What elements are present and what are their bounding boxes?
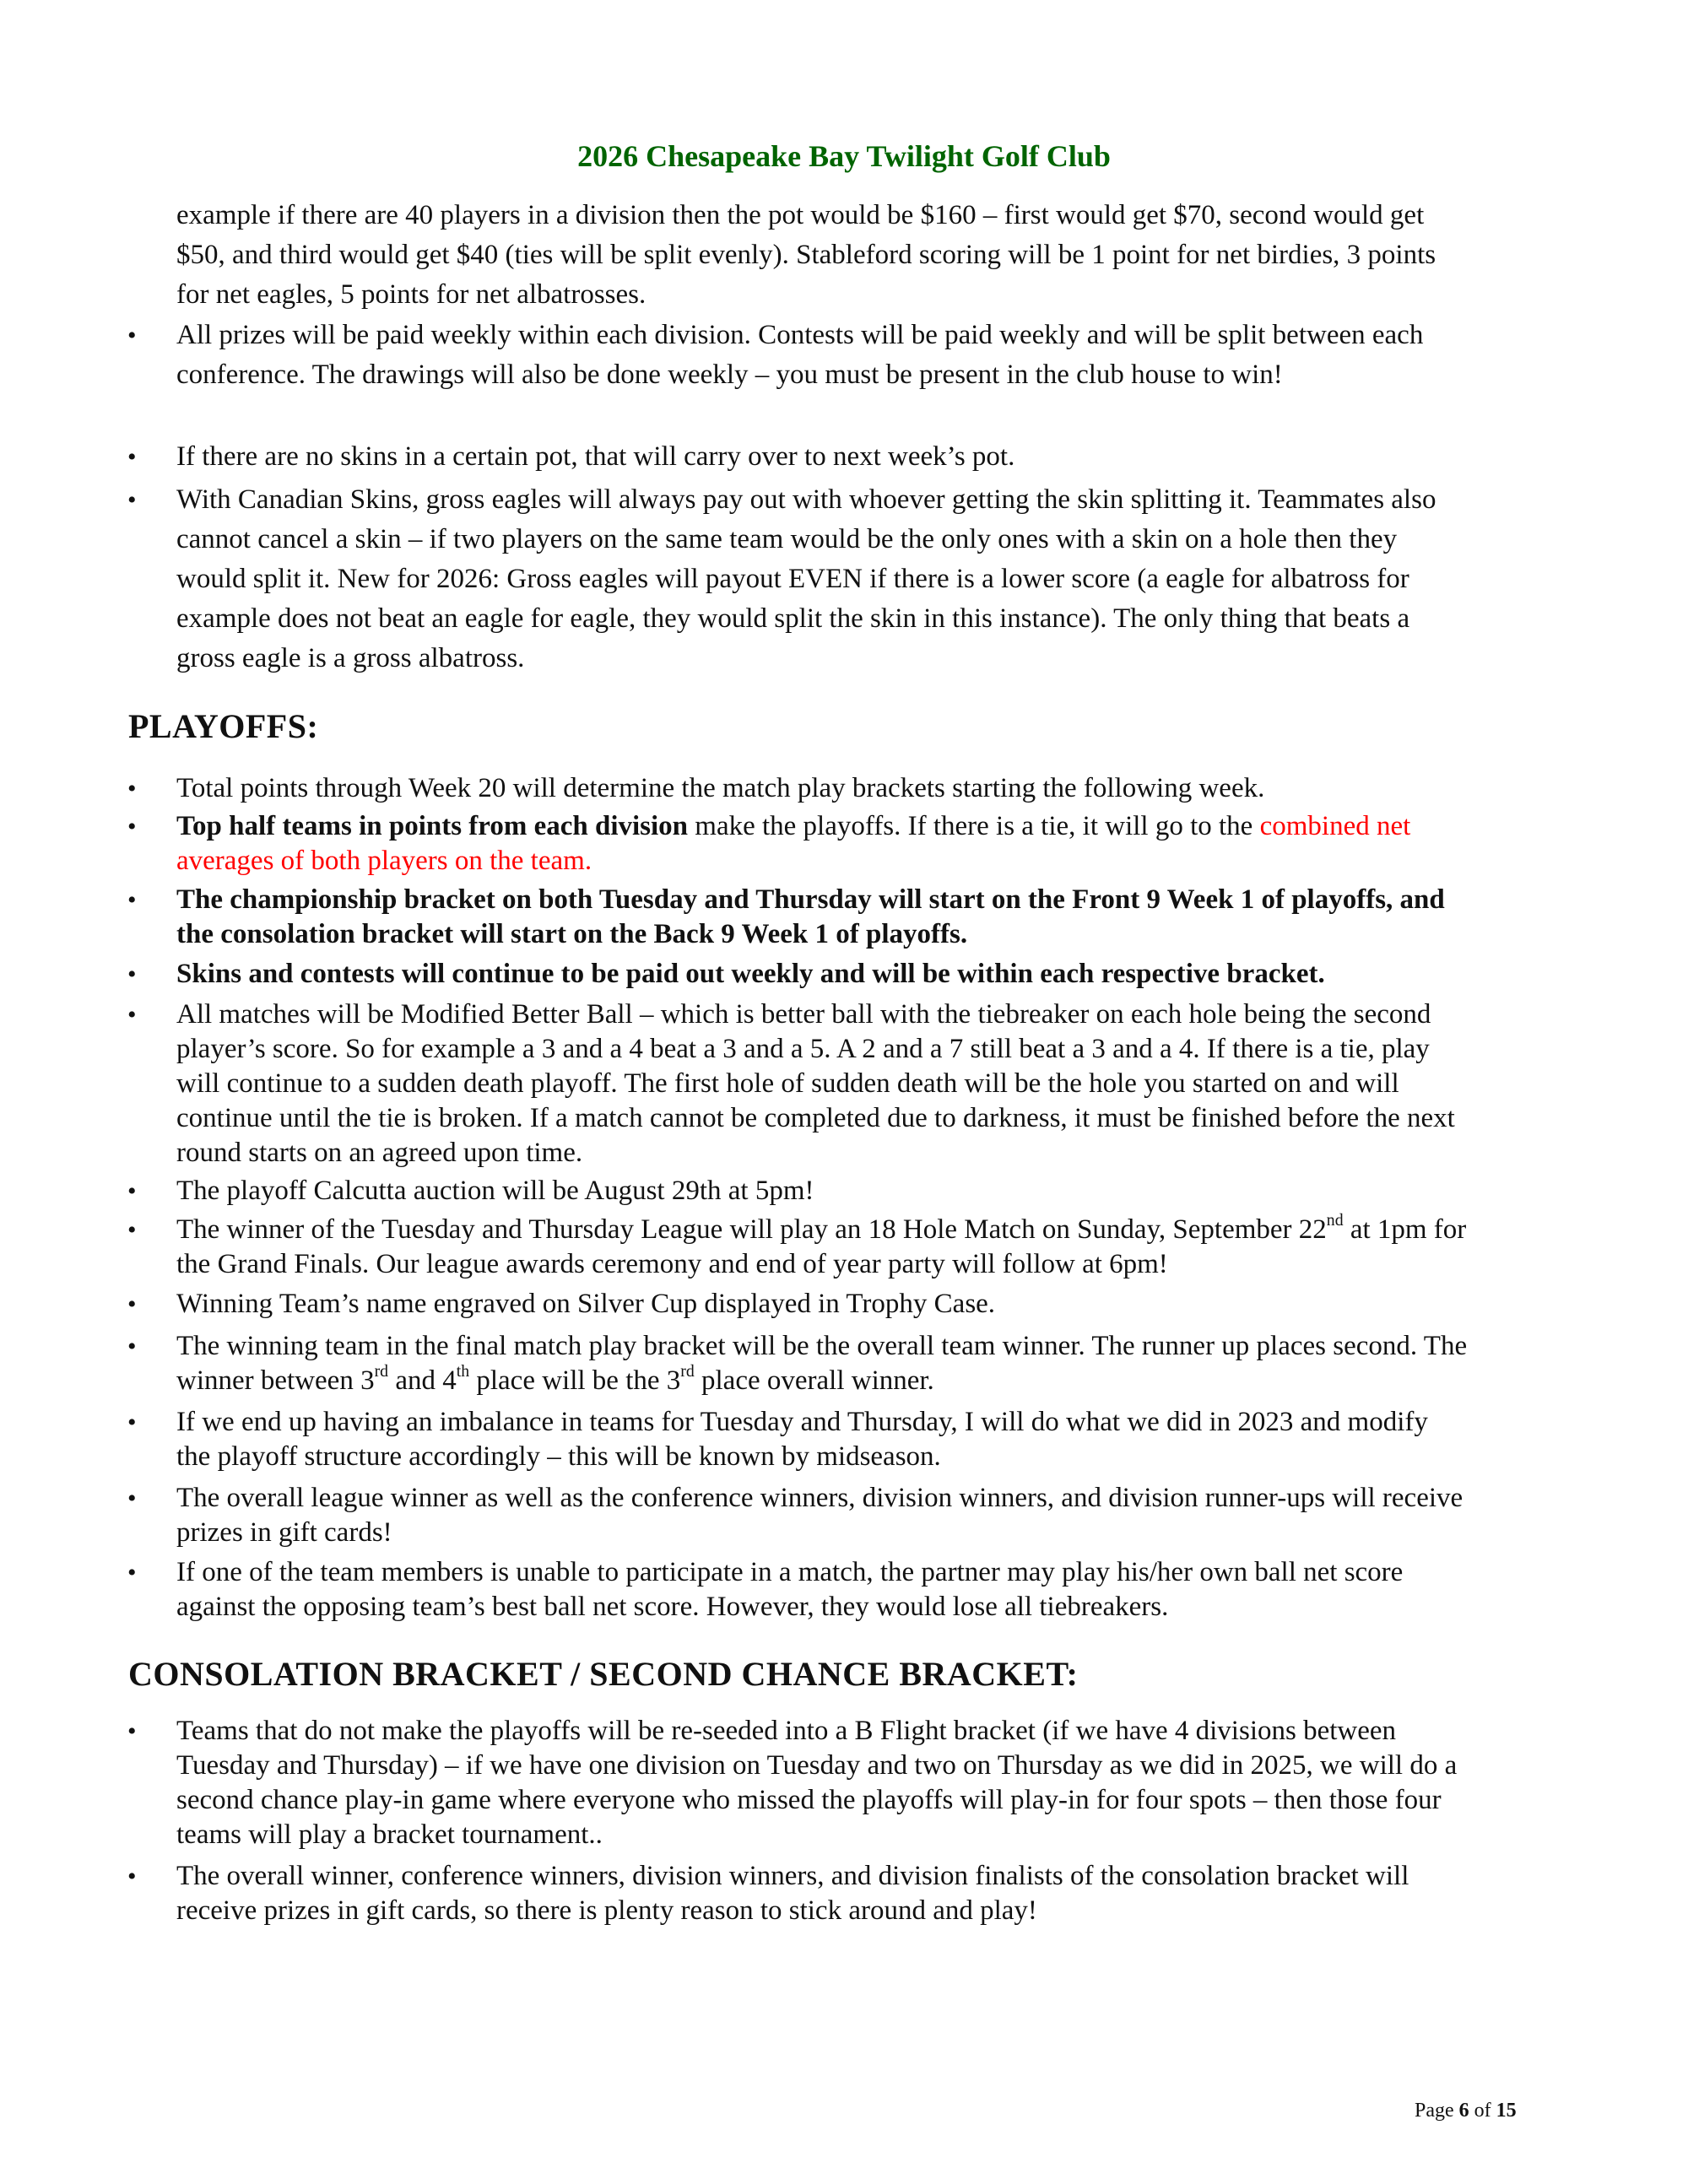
bullet-icon: •: [127, 1216, 137, 1244]
list-item: [127, 1714, 1468, 1852]
text-segment: With Canadian Skins, gross eagles will always pay out with whoever getting the skin splitting it. Teammates also cannot cancel a skin – if two players on the same team would be the only ones with a skin on a hole then they would split it. New for 2026: Gross eagles will payout EVEN if there is a lower score (a eagle for albatross for example does not beat an eagle for eagle, they would split the skin in this instance). The only thing that beats a gross eagle is a gross albatross.: [176, 484, 1436, 673]
list-item: [127, 1211, 1468, 1282]
list-item: [127, 771, 1468, 806]
highlighted-text: combined net averages of both players on the team.: [176, 811, 1411, 876]
list-item: [127, 480, 1468, 678]
text-segment: place overall winner.: [694, 1365, 934, 1396]
bullet-icon: •: [127, 1408, 137, 1436]
page-of: of: [1474, 2100, 1491, 2122]
bullet-icon: •: [127, 322, 137, 349]
list-item: [127, 1859, 1468, 1928]
bold-text: Top half teams in points from each division: [176, 811, 689, 841]
list-item: [127, 1174, 1468, 1208]
section-heading-playoffs: PLAYOFFS:: [128, 707, 319, 745]
page-current: 6: [1458, 2100, 1469, 2122]
text-segment: All matches will be Modified Better Ball – which is better ball with the tiebreaker on each hole being the second player’s score. So for example a 3 and a 4 beat a 3 and a 5. A 2 and a 7 still beat a 3 and a 4. If there is a tie, play will continue to a sudden death playoff. The first hole of sudden death will be the hole you started on and will continue until the tie is broken. If a match cannot be completed due to darkness, it must be finished before the next round starts on an agreed upon time.: [176, 999, 1455, 1168]
list-item: [127, 883, 1468, 952]
ordinal-suffix: rd: [680, 1362, 695, 1381]
section-heading-consolation: CONSOLATION BRACKET / SECOND CHANCE BRACKET:: [128, 1655, 1079, 1693]
text-segment: make the playoffs. If there is a tie, it will go to the: [688, 811, 1260, 841]
bullet-icon: •: [127, 1717, 137, 1745]
bullet-icon: •: [127, 486, 137, 514]
text-segment: The overall league winner as well as the conference winners, division winners, and division runner-ups will receive prizes in gift cards!: [176, 1483, 1463, 1548]
list-item: [127, 809, 1468, 878]
list-item: [127, 437, 1468, 477]
text-segment: at 1pm for the Grand Finals. Our league awards ceremony and end of year party will follow at 6pm!: [176, 1214, 1467, 1279]
bullet-icon: •: [127, 886, 137, 914]
bullet-icon: •: [127, 1001, 137, 1029]
text-segment: and 4: [388, 1365, 457, 1396]
text-segment: example if there are 40 players in a division then the pot would be $160 – first would get $70, second would get $50, and third would get $40 (ties will be split evenly). Stableford scoring will be 1 point for net birdies, 3 points for net eagles, 5 points for net albatrosses.: [176, 200, 1436, 310]
page-label: Page: [1415, 2100, 1454, 2122]
list-item: [127, 1405, 1468, 1474]
bullet-icon: •: [127, 1862, 137, 1890]
bullet-icon: •: [127, 813, 137, 841]
bullet-icon: •: [127, 1484, 137, 1512]
list-item: [127, 1481, 1468, 1550]
bullet-icon: •: [127, 443, 137, 471]
list-item: [127, 316, 1468, 395]
list-item: [127, 997, 1468, 1170]
bullet-icon: •: [127, 1177, 137, 1205]
bullet-icon: •: [127, 1290, 137, 1318]
text-segment: If one of the team members is unable to participate in a match, the partner may play his/her own ball net score against the opposing team’s best ball net score. However, they would lose all tiebreakers.: [176, 1557, 1404, 1622]
text-segment: The winning team in the final match play bracket will be the overall team winner. The runner up places second. The winner between 3: [176, 1331, 1468, 1396]
text-segment: Total points through Week 20 will determine the match play brackets starting the following week.: [176, 773, 1265, 803]
text-segment: All prizes will be paid weekly within each division. Contests will be paid weekly and will be split between each conference. The drawings will also be done weekly – you must be present in the club house to win!: [176, 320, 1424, 390]
list-item: [127, 957, 1468, 992]
list-item: [127, 1555, 1468, 1624]
text-segment: place will be the 3: [469, 1365, 681, 1396]
intro-continuation: [176, 196, 1468, 315]
page-total: 15: [1496, 2100, 1517, 2122]
text-segment: If we end up having an imbalance in teams for Tuesday and Thursday, I will do what we did in 2023 and modify the playoff structure accordingly – this will be known by midseason.: [176, 1407, 1428, 1472]
ordinal-suffix: nd: [1326, 1211, 1344, 1230]
page-number: [1415, 2098, 1517, 2123]
ordinal-suffix: th: [456, 1362, 470, 1381]
text-segment: The overall winner, conference winners, division winners, and division finalists of the consolation bracket will receive prizes in gift cards, so there is plenty reason to stick around and play!: [176, 1861, 1409, 1926]
text-segment: If there are no skins in a certain pot, that will carry over to next week’s pot.: [176, 441, 1015, 472]
text-segment: Teams that do not make the playoffs will be re-seeded into a B Flight bracket (if we have 4 divisions between Tuesday and Thursday) – if we have one division on Tuesday and two on Thursday as we did in 2025, we will do a second chance play-in game where everyone who missed the playoffs will play-in for four spots – then those four teams will play a bracket tournament..: [176, 1716, 1458, 1850]
list-item: [127, 1329, 1468, 1398]
bold-text: The championship bracket on both Tuesday and Thursday will start on the Front 9 Week 1 of playoffs, and the consolation bracket will start on the Back 9 Week 1 of playoffs.: [176, 884, 1445, 949]
bold-text: Skins and contests will continue to be paid out weekly and will be within each respective bracket.: [176, 959, 1325, 989]
document-header-title: 2026 Chesapeake Bay Twilight Golf Club: [577, 139, 1111, 173]
list-item: [127, 1287, 1468, 1322]
bullet-icon: •: [127, 960, 137, 988]
bullet-icon: •: [127, 1559, 137, 1587]
bullet-icon: •: [127, 775, 137, 803]
text-segment: Winning Team’s name engraved on Silver Cup displayed in Trophy Case.: [176, 1289, 996, 1319]
text-segment: The playoff Calcutta auction will be August 29th at 5pm!: [176, 1176, 814, 1206]
bullet-icon: •: [127, 1333, 137, 1360]
ordinal-suffix: rd: [374, 1362, 389, 1381]
text-segment: The winner of the Tuesday and Thursday League will play an 18 Hole Match on Sunday, September 22: [176, 1214, 1327, 1245]
